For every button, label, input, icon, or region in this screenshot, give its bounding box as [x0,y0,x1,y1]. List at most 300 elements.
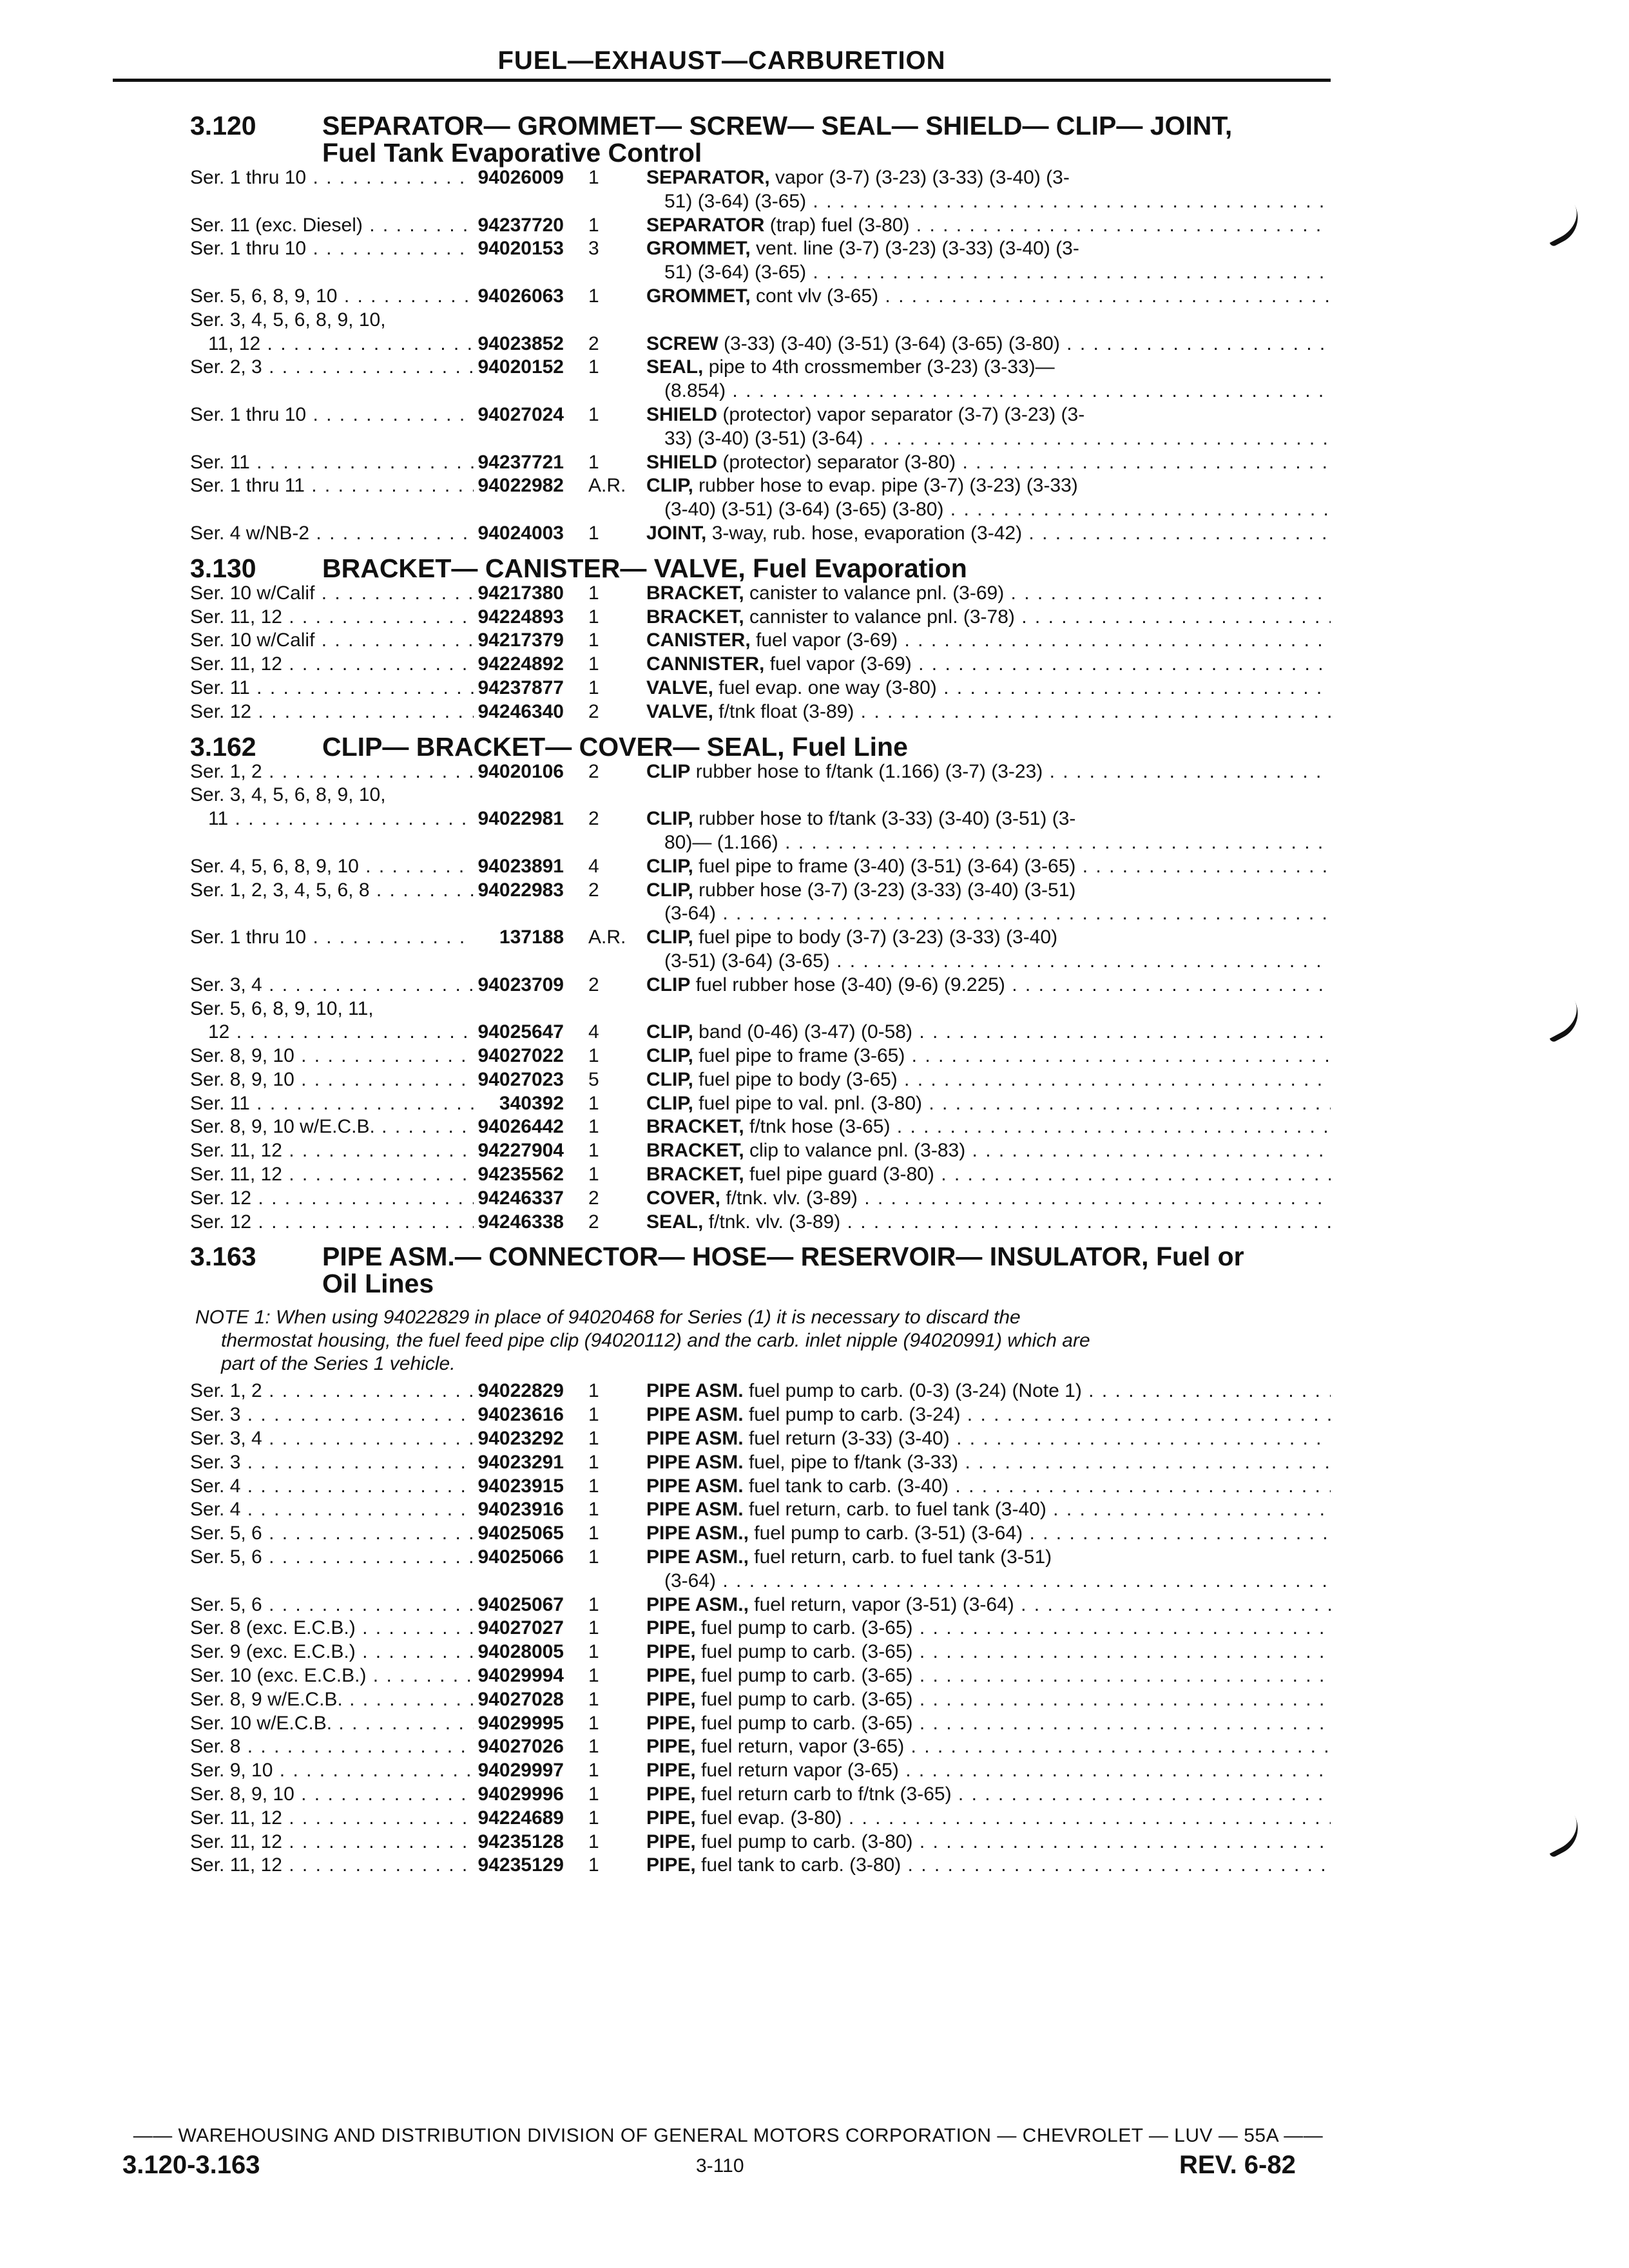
quantity: 2 [588,974,599,995]
description-line [646,1759,1331,1783]
description-cell [646,1759,1331,1783]
description-cell [646,1163,1331,1187]
quantity: 1 [588,1783,599,1805]
quantity: A.R. [588,475,626,497]
description-cell [646,1403,1331,1427]
part-name: BRACKET, [646,1116,744,1138]
table-row [190,1807,1331,1831]
description-line [646,1570,1331,1593]
description-text: (trap) fuel (3-80) [769,214,910,236]
part-name: CLIP, [646,1021,693,1043]
quantity: 1 [588,1380,599,1402]
series-cell [190,653,474,677]
series-text: Ser. 8, 9, 10 . . . [190,1068,474,1092]
series-text: Ser. 3 . . . [190,1403,474,1427]
part-name: GROMMET, [646,238,751,260]
part-number: 94027022 [477,1045,564,1067]
series-text: Ser. 11 (exc. Diesel) . . . [190,214,474,238]
table-row [190,1831,1331,1854]
part-number: 94020153 [477,238,564,260]
series-text: Ser. 1, 2, 3, 4, 5, 6, 8 . . . [190,879,474,903]
series-cell [190,1115,474,1139]
part-number: 94020152 [477,356,564,378]
part-name: CLIP [646,974,691,995]
part-name: CLIP, [646,927,693,948]
description-line [646,879,1331,903]
series-cell [190,1664,474,1688]
description-text: fuel pump to carb. (3-80) [701,1831,913,1852]
description-text: rubber hose to evap. pipe (3-7) (3-23) (3-33) [699,475,1078,497]
series-text: Ser. 10 (exc. E.C.B.) . . . [190,1664,474,1688]
section-heading [190,733,1331,760]
series-cell [190,760,474,784]
description-cell [646,1807,1331,1831]
description-text: 51) (3-64) (3-65) [664,262,807,284]
table-row [190,403,1331,451]
series-text: Ser. 11 . . . [190,451,474,475]
series-text: Ser. 11, 12 . . . [190,1163,474,1187]
table-row [190,1403,1331,1427]
table-row [190,1451,1331,1475]
series-cell [190,1807,474,1831]
description-line [646,653,1331,677]
description-line [646,677,1331,700]
description-line [646,1712,1331,1736]
description-text: fuel return (3-33) (3-40) [748,1428,950,1450]
table-row [190,879,1331,927]
series-text: Ser. 10 w/Calif . . . [190,629,474,653]
description-line [646,1546,1331,1570]
quantity: 1 [588,1045,599,1067]
description-text: fuel pump to carb. (0-3) (3-24) (Note 1) [748,1380,1082,1402]
series-cell [190,1498,474,1522]
description-line [646,1211,1331,1235]
description-text: fuel evap. (3-80) [701,1807,842,1829]
section-title [322,112,1331,166]
series-text: Ser. 11, 12 . . . [190,1854,474,1878]
footer-page-number: 3-110 [696,2155,744,2177]
series-cell [190,1735,474,1759]
description-text: rubber hose to f/tank (1.166) (3-7) (3-23) [695,760,1043,782]
part-name: BRACKET, [646,606,744,628]
quantity: 1 [588,582,599,604]
table-row [190,606,1331,629]
quantity: 3 [588,238,599,260]
series-text: Ser. 4 w/NB-2 . . . [190,522,474,546]
table-row [190,855,1331,879]
series-cell [190,1783,474,1807]
description-text: (protector) separator (3-80) [722,451,956,473]
description-text: fuel return vapor (3-65) [701,1760,899,1782]
description-cell [646,522,1331,546]
part-name: PIPE ASM., [646,1546,749,1568]
part-number: 94029994 [477,1665,564,1687]
part-name: PIPE, [646,1665,696,1687]
series-text: Ser. 3 . . . [190,1451,474,1475]
quantity: 1 [588,1617,599,1639]
description-text: (3-51) (3-64) (3-65) [664,950,830,972]
description-line [646,474,1331,498]
description-text: vapor (3-7) (3-23) (3-33) (3-40) (3- [775,167,1070,188]
description-cell [646,1451,1331,1475]
quantity: 1 [588,1665,599,1687]
description-text: (3-33) (3-40) (3-51) (3-64) (3-65) (3-80) [724,332,1060,354]
part-name: PIPE, [646,1854,696,1876]
description-cell [646,451,1331,475]
quantity: 1 [588,1546,599,1568]
series-cell [190,356,474,403]
description-text: fuel pump to carb. (3-51) (3-64) [754,1523,1023,1544]
series-cell [190,1068,474,1092]
part-number: 94246337 [477,1187,564,1209]
part-name: CLIP, [646,855,693,877]
quantity: 2 [588,1187,599,1209]
quantity: 1 [588,214,599,236]
quantity: 1 [588,1499,599,1521]
part-name: SCREW [646,332,718,354]
series-cell [190,403,474,451]
part-name: CANISTER, [646,629,751,651]
description-text: (protector) vapor separator (3-7) (3-23) (3- [722,403,1085,425]
quantity: A.R. [588,927,626,948]
description-line [646,1831,1331,1854]
description-text: fuel pipe to body (3-7) (3-23) (3-33) (3-40) [699,927,1058,948]
quantity: 1 [588,1736,599,1758]
description-text: fuel pump to carb. (3-65) [701,1617,913,1639]
part-name: PIPE ASM. [646,1380,744,1402]
series-cell [190,237,474,285]
note-line: thermostat housing, the fuel feed pipe clip (94020112) and the carb. inlet nipple (94020991) which are [221,1330,1090,1352]
description-cell [646,403,1331,451]
series-cell [190,1187,474,1211]
section-title [322,1243,1331,1297]
part-number: 94024003 [477,522,564,544]
description-cell [646,606,1331,629]
description-text: 80)— (1.166) [664,831,778,853]
series-text: Ser. 11, 12 . . . [190,1139,474,1163]
description-line [646,1379,1331,1403]
series-cell [190,1712,474,1736]
part-name: PIPE, [646,1760,696,1782]
description-cell [646,1546,1331,1593]
description-text: fuel pump to carb. (3-65) [701,1688,913,1710]
description-line [646,1617,1331,1640]
section-number: 3.120 [190,111,256,140]
description-line [646,427,1331,451]
part-number: 94025647 [477,1021,564,1043]
description-line [646,1427,1331,1451]
series-cell [190,629,474,653]
part-name: PIPE ASM., [646,1523,749,1544]
part-name: PIPE ASM. [646,1475,744,1497]
description-text: fuel tank to carb. (3-80) [701,1854,901,1876]
part-number: 94246338 [477,1211,564,1233]
table-row [190,214,1331,238]
table-row [190,356,1331,403]
series-cell [190,1211,474,1235]
description-cell [646,1854,1331,1878]
description-line [646,807,1331,831]
part-number: 94027024 [477,403,564,425]
section-title-line: CLIP— BRACKET— COVER— SEAL, Fuel Line [322,731,908,762]
series-text: Ser. 4 . . . [190,1475,474,1499]
description-text: (3-64) [664,1570,717,1591]
table-row [190,1712,1331,1736]
part-number: 137188 [499,927,564,948]
quantity: 1 [588,1116,599,1138]
description-cell [646,166,1331,214]
description-text: fuel return, carb. to fuel tank (3-51) [754,1546,1052,1568]
series-cell [190,1139,474,1163]
description-cell [646,1664,1331,1688]
description-line [646,1044,1331,1068]
table-row [190,1044,1331,1068]
check-mark-icon [1539,1816,1587,1858]
description-cell [646,1783,1331,1807]
description-text: pipe to 4th crossmember (3-23) (3-33)— [708,356,1055,378]
description-cell [646,997,1331,1045]
description-cell [646,285,1331,309]
table-row [190,974,1331,997]
description-line [646,1688,1331,1712]
section-title-line: BRACKET— CANISTER— VALVE, Fuel Evaporation [322,553,967,583]
description-cell [646,1712,1331,1736]
quantity: 2 [588,700,599,722]
description-text: (3-40) (3-51) (3-64) (3-65) (3-80) [664,499,944,521]
section-heading [190,555,1331,582]
part-number: 94025066 [477,1546,564,1568]
series-text: Ser. 8, 9, 10 . . . [190,1044,474,1068]
part-name: PIPE, [646,1617,696,1639]
series-cell [190,1403,474,1427]
description-text: f/tnk. vlv. (3-89) [726,1187,858,1209]
quantity: 1 [588,1854,599,1876]
series-cell [190,1092,474,1116]
series-cell [190,522,474,546]
description-text: band (0-46) (3-47) (0-58) [699,1021,912,1043]
description-cell [646,700,1331,724]
table-row [190,1593,1331,1617]
series-cell [190,677,474,700]
series-text: Ser. 5, 6 . . . [190,1522,474,1546]
series-cell [190,309,474,356]
quantity: 5 [588,1068,599,1090]
part-name: VALVE, [646,700,713,722]
description-line [646,1498,1331,1522]
description-cell [646,1092,1331,1116]
series-cell [190,783,474,854]
series-text: 12 . . . [190,1021,474,1044]
part-number: 94246340 [477,700,564,722]
table-row [190,309,1331,356]
description-cell [646,783,1331,854]
part-number: 94023916 [477,1499,564,1521]
quantity: 1 [588,403,599,425]
part-number: 94023616 [477,1404,564,1426]
description-cell [646,1068,1331,1092]
series-cell [190,1044,474,1068]
description-text: fuel pump to carb. (3-65) [701,1712,913,1734]
table-row [190,1379,1331,1403]
description-line [646,1451,1331,1475]
table-row [190,1427,1331,1451]
description-line [646,498,1331,522]
description-text: fuel pipe to frame (3-40) (3-51) (3-64) (3-65) [699,855,1076,877]
description-text: fuel return, vapor (3-65) [701,1736,905,1758]
quantity: 1 [588,1164,599,1186]
description-line [646,629,1331,653]
table-row [190,1664,1331,1688]
series-cell [190,997,474,1045]
section-title [322,555,1331,582]
description-line [646,926,1331,950]
description-text: rubber hose (3-7) (3-23) (3-33) (3-40) (3-51) [699,879,1076,901]
series-text: Ser. 11, 12 . . . [190,606,474,629]
part-number: 94023292 [477,1428,564,1450]
description-text: canister to valance pnl. (3-69) [749,582,1005,604]
table-row [190,1759,1331,1783]
description-line [646,403,1331,427]
description-text: cannister to valance pnl. (3-78) [749,606,1015,628]
description-text: 33) (3-40) (3-51) (3-64) [664,427,863,449]
part-name: PIPE ASM. [646,1499,744,1521]
footer-section-range: 3.120-3.163 [122,2151,260,2179]
part-number: 94022982 [477,475,564,497]
section-note [195,1306,1331,1376]
section-number: 3.162 [190,731,256,762]
part-number: 94027028 [477,1688,564,1710]
series-cell [190,214,474,238]
series-text: Ser. 1, 2 . . . [190,1379,474,1403]
part-name: PIPE, [646,1712,696,1734]
description-cell [646,1617,1331,1640]
section-title-line: Fuel Tank Evaporative Control [322,138,702,168]
table-row [190,1115,1331,1139]
description-line [646,902,1331,926]
series-cell [190,1475,474,1499]
part-number: 94023852 [477,332,564,354]
description-text: fuel rubber hose (3-40) (9-6) (9.225) [695,974,1005,995]
series-text: Ser. 1 thru 10 . . . [190,926,474,950]
table-row [190,237,1331,285]
table-row [190,1735,1331,1759]
part-number: 94237720 [477,214,564,236]
series-cell [190,474,474,522]
description-cell [646,1211,1331,1235]
description-cell [646,677,1331,700]
table-row [190,582,1331,606]
header-rule [113,79,1331,82]
description-text: f/tnk hose (3-65) [749,1116,891,1138]
description-line [646,1664,1331,1688]
series-text: 11 . . . [190,807,474,831]
part-number: 340392 [499,1092,564,1114]
description-text: fuel pipe to body (3-65) [699,1068,898,1090]
part-number: 94025065 [477,1523,564,1544]
section-title-line: SEPARATOR— GROMMET— SCREW— SEAL— SHIELD— CLIP— JOINT, [322,111,1233,140]
part-number: 94029996 [477,1783,564,1805]
section-title-line: PIPE ASM.— CONNECTOR— HOSE— RESERVOIR— INSULATOR, Fuel or [322,1242,1244,1272]
quantity: 1 [588,1641,599,1663]
series-cell [190,879,474,927]
description-line [646,1475,1331,1499]
table-row [190,926,1331,974]
part-name: BRACKET, [646,1140,744,1162]
series-text: Ser. 5, 6 . . . [190,1546,474,1570]
series-text: Ser. 3, 4 . . . [190,1427,474,1451]
part-name: PIPE, [646,1641,696,1663]
part-name: PIPE, [646,1688,696,1710]
series-cell [190,1854,474,1878]
footer-revision: REV. 6-82 [1179,2151,1296,2179]
part-number: 94217379 [477,629,564,651]
table-row [190,522,1331,546]
quantity: 1 [588,1807,599,1829]
series-cell [190,855,474,879]
description-text: (8.854) [664,380,726,402]
section-title-line: Oil Lines [322,1269,434,1299]
table-row [190,1092,1331,1116]
description-text: 51) (3-64) (3-65) [664,190,807,212]
part-number: 94224893 [477,606,564,628]
part-number: 94237877 [477,677,564,698]
table-row [190,166,1331,214]
quantity: 1 [588,1404,599,1426]
table-row [190,783,1331,854]
description-line [646,380,1331,403]
series-text: Ser. 8, 9 w/E.C.B. . . . [190,1688,474,1712]
series-text: Ser. 5, 6, 8, 9, 10, 11, [190,997,374,1019]
table-row [190,760,1331,784]
part-name: PIPE ASM. [646,1404,744,1426]
part-name: CLIP, [646,808,693,830]
part-number: 94023291 [477,1451,564,1473]
description-text: fuel evap. one way (3-80) [718,677,937,698]
parts-list [190,103,1331,1878]
description-text: fuel return, vapor (3-51) (3-64) [754,1593,1014,1615]
series-cell [190,451,474,475]
quantity: 1 [588,1475,599,1497]
description-line [646,1068,1331,1092]
description-cell [646,1044,1331,1068]
series-text: Ser. 8, 9, 10 . . . [190,1783,474,1807]
description-cell [646,760,1331,784]
quantity: 1 [588,1428,599,1450]
description-line [646,582,1331,606]
part-number: 94027026 [477,1736,564,1758]
quantity: 1 [588,167,599,188]
series-text: Ser. 12 . . . [190,1211,474,1235]
table-row [190,285,1331,309]
series-text: 11, 12 . . . [190,332,474,356]
description-cell [646,1522,1331,1546]
part-name: PIPE ASM. [646,1428,744,1450]
description-line [646,831,1331,855]
footer-publisher: —— WAREHOUSING AND DISTRIBUTION DIVISION OF GENERAL MOTORS CORPORATION — CHEVROLET — LUV — 55A —— [133,2125,1324,2146]
series-cell [190,1163,474,1187]
part-name: COVER, [646,1187,721,1209]
quantity: 2 [588,760,599,782]
quantity: 1 [588,522,599,544]
quantity: 1 [588,451,599,473]
description-line [646,166,1331,190]
series-text: Ser. 11, 12 . . . [190,1831,474,1854]
part-number: 94235562 [477,1164,564,1186]
series-cell [190,1617,474,1640]
description-line [646,451,1331,475]
series-text: Ser. 11, 12 . . . [190,1807,474,1831]
table-row [190,653,1331,677]
